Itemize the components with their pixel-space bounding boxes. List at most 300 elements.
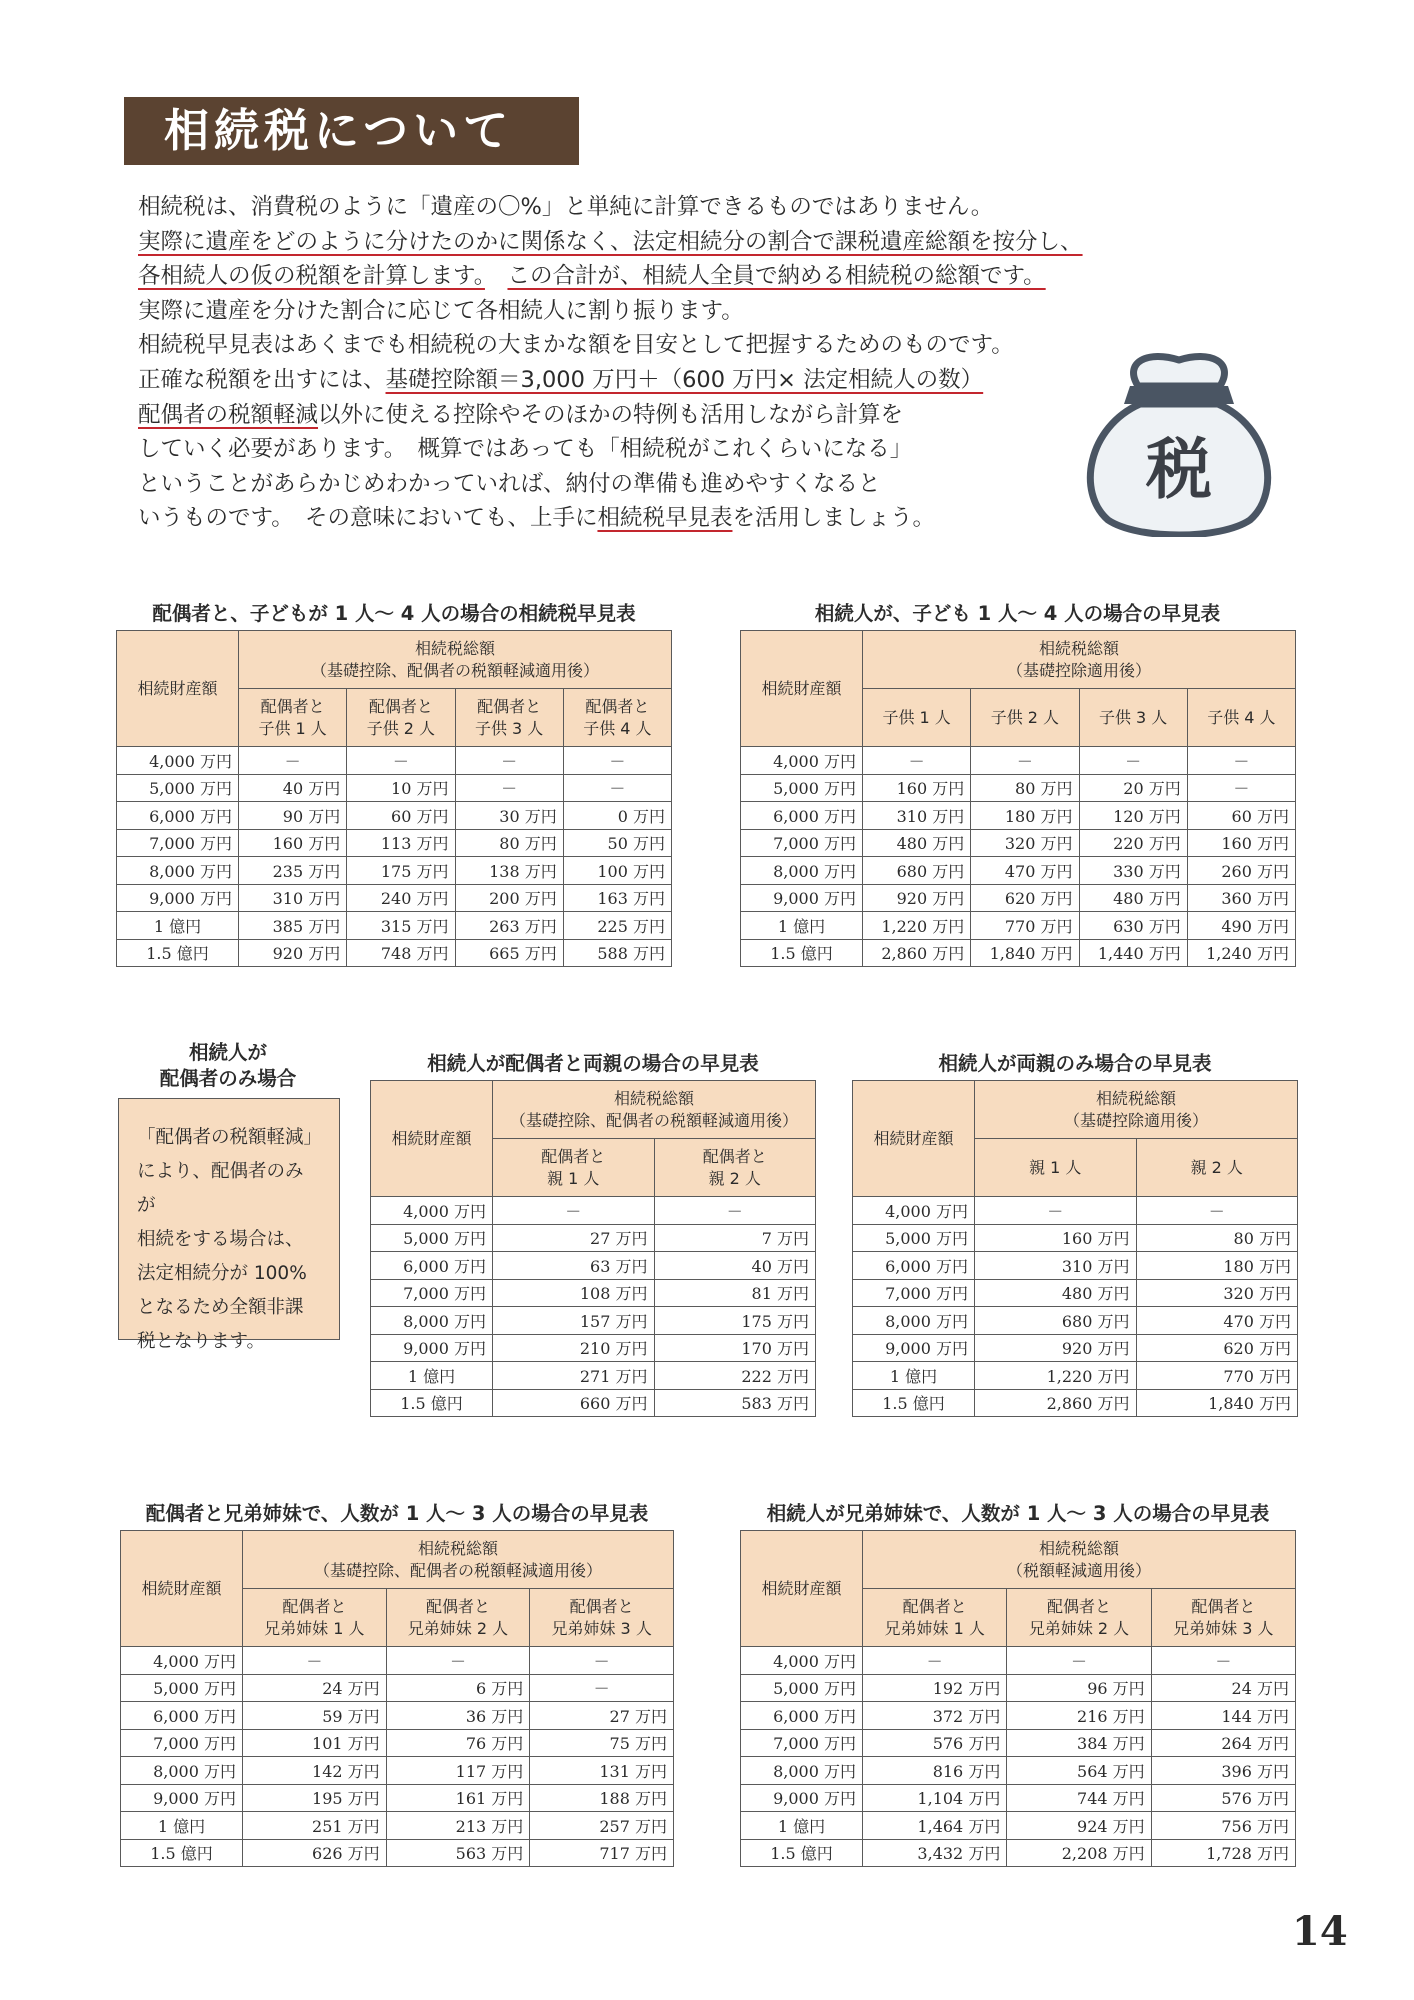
group-header-line: （基礎控除、配偶者の税額軽減適用後）	[509, 1110, 798, 1130]
table-row	[371, 1252, 816, 1280]
group-header-line: 相続税総額	[1038, 638, 1119, 658]
underlined-phrase: 各相続人の仮の税額を計算します。	[138, 263, 485, 290]
table-cell: 7 万円	[654, 1224, 816, 1252]
table-spouse-children	[116, 630, 672, 967]
column-header-line: 兄弟姉妹 2 人	[1028, 1618, 1130, 1638]
table-cell: 770 万円	[1136, 1362, 1298, 1390]
table-row	[741, 857, 1296, 885]
table-cell: 30 万円	[455, 802, 563, 830]
table-cell: 20 万円	[1079, 774, 1187, 802]
row-label: 4,000 万円	[741, 1647, 863, 1675]
table-row	[371, 1307, 816, 1335]
underlined-phrase: 基礎控除額＝3,000 万円＋（600 万円× 法定相続人の数）	[385, 366, 984, 393]
table-row	[121, 1839, 674, 1867]
table-cell: －	[243, 1647, 387, 1675]
table-cell: －	[1007, 1647, 1151, 1675]
table-cell: 1,440 万円	[1079, 939, 1187, 967]
table-cell: 108 万円	[493, 1279, 655, 1307]
row-label: 6,000 万円	[853, 1252, 975, 1280]
table-cell: 748 万円	[347, 939, 455, 967]
table-cell: 36 万円	[386, 1702, 530, 1730]
row-label: 7,000 万円	[741, 1729, 863, 1757]
row-label: 6,000 万円	[741, 1702, 863, 1730]
table-row	[741, 1784, 1296, 1812]
table-row	[741, 802, 1296, 830]
group-header-line: 相続税総額	[613, 1088, 694, 1108]
table-cell: 310 万円	[975, 1252, 1137, 1280]
table-title: 相続人が両親のみ場合の早見表	[938, 1052, 1212, 1075]
table-cell: －	[971, 747, 1079, 775]
table-cell: 576 万円	[863, 1729, 1007, 1757]
group-header-line: 相続税総額	[1038, 1538, 1119, 1558]
table-children-only	[740, 630, 1296, 967]
column-header	[975, 1139, 1137, 1197]
row-label: 5,000 万円	[117, 774, 239, 802]
table-cell: 920 万円	[863, 884, 971, 912]
column-header	[1007, 1589, 1151, 1647]
table-row	[741, 1674, 1296, 1702]
column-header-line: 配偶者と	[368, 696, 433, 716]
table-cell: 188 万円	[530, 1784, 674, 1812]
row-label: 7,000 万円	[741, 829, 863, 857]
note-line: 法定相続分が 100%	[137, 1263, 307, 1284]
table-row	[741, 1812, 1296, 1840]
table-cell: －	[1151, 1647, 1295, 1675]
column-header-line: 子供 4 人	[1207, 707, 1276, 727]
intro-line	[138, 294, 1248, 329]
column-header-line: 配偶者と	[1046, 1596, 1111, 1616]
column-header-line: 配偶者と	[260, 696, 325, 716]
group-header	[975, 1081, 1298, 1139]
row-label: 5,000 万円	[371, 1224, 493, 1252]
row-label: 9,000 万円	[853, 1334, 975, 1362]
row-label: 1.5 億円	[741, 1839, 863, 1867]
table-row	[853, 1389, 1298, 1417]
table-cell: 260 万円	[1187, 857, 1295, 885]
table-cell: 170 万円	[654, 1334, 816, 1362]
table-cell: 24 万円	[1151, 1674, 1295, 1702]
row-label: 9,000 万円	[117, 884, 239, 912]
table-row	[121, 1757, 674, 1785]
group-header-line: 相続税総額	[417, 1538, 498, 1558]
table-cell: 630 万円	[1079, 912, 1187, 940]
table-row	[117, 884, 672, 912]
column-header-line: 子供 2 人	[366, 718, 436, 738]
column-header-line: 子供 3 人	[474, 718, 544, 738]
intro-phrase	[485, 263, 508, 289]
intro-line	[138, 190, 1248, 225]
table-row	[117, 939, 672, 967]
intro-phrase: ということがあらかじめわかっていれば、納付の準備も進めやすくなると	[138, 470, 881, 497]
table-cell: 175 万円	[347, 857, 455, 885]
row-label: 9,000 万円	[741, 884, 863, 912]
group-header	[863, 631, 1296, 689]
table-cell: 1,728 万円	[1151, 1839, 1295, 1867]
table-cell: 1,840 万円	[971, 939, 1079, 967]
table-cell: 222 万円	[654, 1362, 816, 1390]
table-cell: 588 万円	[563, 939, 671, 967]
group-header-line: （税額軽減適用後）	[1006, 1560, 1151, 1580]
column-header	[1136, 1139, 1298, 1197]
note-line: 「配偶者の税額軽減」	[137, 1127, 323, 1148]
column-header	[1187, 689, 1295, 747]
table-row	[853, 1334, 1298, 1362]
row-header-label: 相続財産額	[853, 1081, 975, 1197]
intro-phrase: を活用しましょう。	[732, 505, 935, 532]
column-header	[863, 689, 971, 747]
table-cell: 816 万円	[863, 1757, 1007, 1785]
table-cell: 563 万円	[386, 1839, 530, 1867]
table-cell: 144 万円	[1151, 1702, 1295, 1730]
column-header-line: 子供 1 人	[258, 718, 327, 738]
table-cell: 210 万円	[493, 1334, 655, 1362]
table-cell: 76 万円	[386, 1729, 530, 1757]
table-row	[371, 1334, 816, 1362]
table-cell: 372 万円	[863, 1702, 1007, 1730]
group-header	[863, 1531, 1296, 1589]
table-title: 相続人が、子ども 1 人～ 4 人の場合の早見表	[814, 602, 1221, 625]
table-row	[741, 1757, 1296, 1785]
underlined-phrase: 配偶者の税額軽減	[138, 401, 319, 428]
table-cell: 10 万円	[347, 774, 455, 802]
bag-label: 税	[1146, 431, 1212, 508]
table-cell: －	[975, 1197, 1137, 1225]
row-label: 8,000 万円	[853, 1307, 975, 1335]
table-cell: 310 万円	[239, 884, 347, 912]
table-cell: －	[455, 747, 563, 775]
group-header-line: 相続税総額	[1095, 1088, 1176, 1108]
table-spouse-parents	[370, 1080, 816, 1417]
table-row	[371, 1362, 816, 1390]
row-label: 9,000 万円	[371, 1334, 493, 1362]
table-row	[853, 1307, 1298, 1335]
table-cell: 157 万円	[493, 1307, 655, 1335]
note-title: 相続人が 配偶者のみ場合	[159, 1041, 297, 1090]
table-title: 配偶者と兄弟姉妹で、人数が 1 人～ 3 人の場合の早見表	[145, 1502, 649, 1525]
table-cell: 75 万円	[530, 1729, 674, 1757]
row-label: 5,000 万円	[741, 1674, 863, 1702]
table-row	[741, 939, 1296, 967]
row-label: 6,000 万円	[741, 802, 863, 830]
table-cell: 195 万円	[243, 1784, 387, 1812]
table-cell: 665 万円	[455, 939, 563, 967]
table-cell: 620 万円	[1136, 1334, 1298, 1362]
table-cell: 80 万円	[1136, 1224, 1298, 1252]
table-cell: 583 万円	[654, 1389, 816, 1417]
table-cell: －	[863, 1647, 1007, 1675]
row-header-label: 相続財産額	[741, 631, 863, 747]
table-cell: 2,860 万円	[863, 939, 971, 967]
intro-phrase: していく必要があります。 概算ではあっても「相続税がこれくらいになる」	[138, 436, 913, 463]
table-cell: 90 万円	[239, 802, 347, 830]
column-header	[493, 1139, 655, 1197]
table-cell: 225 万円	[563, 912, 671, 940]
table-row	[121, 1702, 674, 1730]
table-cell: －	[563, 747, 671, 775]
row-label: 1.5 億円	[121, 1839, 243, 1867]
column-header-line: 配偶者と	[282, 1596, 347, 1616]
column-header	[347, 689, 455, 747]
column-header-line: 親 2 人	[708, 1168, 761, 1188]
table-cell: 117 万円	[386, 1757, 530, 1785]
table-row	[117, 912, 672, 940]
row-header-label: 相続財産額	[741, 1531, 863, 1647]
table-cell: －	[563, 774, 671, 802]
row-label: 1.5 億円	[371, 1389, 493, 1417]
row-label: 1 億円	[741, 1812, 863, 1840]
column-header	[563, 689, 671, 747]
table-cell: －	[1187, 774, 1295, 802]
table-row	[121, 1729, 674, 1757]
column-header	[239, 689, 347, 747]
table-cell: －	[530, 1647, 674, 1675]
note-box	[118, 1098, 340, 1352]
table-cell: 480 万円	[975, 1279, 1137, 1307]
intro-phrase: 相続税早見表はあくまでも相続税の大まかな額を目安として把握するためのものです。	[138, 332, 1014, 359]
column-header	[1151, 1589, 1295, 1647]
table-cell: 0 万円	[563, 802, 671, 830]
group-header	[493, 1081, 816, 1139]
table-cell: 160 万円	[239, 829, 347, 857]
intro-phrase: 以外に使える控除やそのほかの特例も活用しながら計算を	[318, 401, 904, 428]
table-row	[117, 829, 672, 857]
table-row	[853, 1362, 1298, 1390]
table-row	[117, 857, 672, 885]
table-cell: 50 万円	[563, 829, 671, 857]
group-header-line: （基礎控除適用後）	[1063, 1110, 1208, 1130]
table-row	[853, 1279, 1298, 1307]
note-line: 税となります。	[137, 1331, 266, 1352]
table-cell: 59 万円	[243, 1702, 387, 1730]
table-cell: 192 万円	[863, 1674, 1007, 1702]
group-header-line: 相続税総額	[414, 638, 495, 658]
intro-line	[138, 225, 1248, 260]
table-cell: －	[1079, 747, 1187, 775]
column-header-line: 子供 2 人	[990, 707, 1060, 727]
intro-phrase: いうものです。 その意味においても、上手に	[138, 505, 598, 532]
table-cell: 100 万円	[563, 857, 671, 885]
table-cell: 40 万円	[654, 1252, 816, 1280]
row-label: 8,000 万円	[741, 1757, 863, 1785]
row-label: 6,000 万円	[371, 1252, 493, 1280]
table-title: 配偶者と、子どもが 1 人～ 4 人の場合の相続税早見表	[152, 602, 636, 625]
table-cell: －	[455, 774, 563, 802]
column-header-line: 親 1 人	[1029, 1157, 1082, 1177]
table-cell: －	[1136, 1197, 1298, 1225]
table-row	[741, 829, 1296, 857]
intro-phrase: 正確な税額を出すには、	[138, 366, 386, 393]
table-cell: －	[654, 1197, 816, 1225]
group-header	[239, 631, 672, 689]
underlined-phrase: 相続税早見表	[597, 505, 733, 532]
table-cell: 320 万円	[1136, 1279, 1298, 1307]
page-title: 相続税について	[124, 97, 579, 165]
column-header-line: 兄弟姉妹 3 人	[551, 1618, 652, 1638]
table-cell: 81 万円	[654, 1279, 816, 1307]
table-cell: 480 万円	[863, 829, 971, 857]
row-label: 7,000 万円	[117, 829, 239, 857]
column-header-line: 配偶者と	[702, 1146, 767, 1166]
table-cell: 60 万円	[347, 802, 455, 830]
table-cell: 626 万円	[243, 1839, 387, 1867]
table-cell: 96 万円	[1007, 1674, 1151, 1702]
intro-line	[138, 259, 1248, 294]
row-label: 9,000 万円	[741, 1784, 863, 1812]
column-header	[971, 689, 1079, 747]
table-cell: 213 万円	[386, 1812, 530, 1840]
table-cell: 142 万円	[243, 1757, 387, 1785]
row-label: 8,000 万円	[117, 857, 239, 885]
group-header	[243, 1531, 674, 1589]
column-header	[654, 1139, 816, 1197]
column-header-line: 兄弟姉妹 1 人	[884, 1618, 985, 1638]
table-row	[741, 774, 1296, 802]
table-cell: 235 万円	[239, 857, 347, 885]
row-label: 4,000 万円	[853, 1197, 975, 1225]
table-cell: 717 万円	[530, 1839, 674, 1867]
table-row	[371, 1389, 816, 1417]
column-header-line: 兄弟姉妹 3 人	[1173, 1618, 1274, 1638]
table-cell: 271 万円	[493, 1362, 655, 1390]
table-cell: 24 万円	[243, 1674, 387, 1702]
table-cell: 360 万円	[1187, 884, 1295, 912]
group-header-line: （基礎控除適用後）	[1006, 660, 1151, 680]
underlined-phrase: この合計が、相続人全員で納める相続税の総額です。	[507, 263, 1046, 290]
row-label: 1.5 億円	[741, 939, 863, 967]
table-row	[371, 1197, 816, 1225]
row-label: 6,000 万円	[117, 802, 239, 830]
table-cell: 27 万円	[493, 1224, 655, 1252]
row-label: 8,000 万円	[741, 857, 863, 885]
column-header-line: 配偶者と	[425, 1596, 490, 1616]
row-label: 4,000 万円	[741, 747, 863, 775]
table-cell: 60 万円	[1187, 802, 1295, 830]
column-header-line: 子供 4 人	[583, 718, 652, 738]
table-cell: 160 万円	[863, 774, 971, 802]
table-cell: 490 万円	[1187, 912, 1295, 940]
table-cell: 1,840 万円	[1136, 1389, 1298, 1417]
row-header-label: 相続財産額	[371, 1081, 493, 1197]
table-cell: －	[347, 747, 455, 775]
table-spouse-siblings	[120, 1530, 674, 1867]
row-label: 7,000 万円	[853, 1279, 975, 1307]
row-label: 8,000 万円	[371, 1307, 493, 1335]
row-label: 4,000 万円	[371, 1197, 493, 1225]
table-row	[121, 1647, 674, 1675]
table-cell: 920 万円	[975, 1334, 1137, 1362]
table-row	[121, 1812, 674, 1840]
table-row	[853, 1224, 1298, 1252]
table-row	[741, 1647, 1296, 1675]
column-header-line: 配偶者と	[902, 1596, 967, 1616]
table-cell: 920 万円	[239, 939, 347, 967]
intro-phrase: 相続税は、消費税のように「遺産の〇%」と単純に計算できるものではありません。	[138, 194, 994, 220]
table-cell: 63 万円	[493, 1252, 655, 1280]
table-cell: 576 万円	[1151, 1784, 1295, 1812]
table-cell: 770 万円	[971, 912, 1079, 940]
table-row	[371, 1279, 816, 1307]
table-cell: 680 万円	[863, 857, 971, 885]
underlined-phrase: 実際に遺産をどのように分けたのかに関係なく、法定相続分の割合で課税遺産総額を按分し、	[138, 228, 1083, 255]
table-cell: 264 万円	[1151, 1729, 1295, 1757]
column-header-line: 配偶者と	[569, 1596, 634, 1616]
table-row	[741, 1702, 1296, 1730]
table-cell: 924 万円	[1007, 1812, 1151, 1840]
note-line: となるため全額非課	[137, 1297, 304, 1318]
table-cell: 160 万円	[1187, 829, 1295, 857]
table-row	[741, 1729, 1296, 1757]
table-row	[117, 747, 672, 775]
row-label: 1.5 億円	[117, 939, 239, 967]
table-cell: 101 万円	[243, 1729, 387, 1757]
row-label: 8,000 万円	[121, 1757, 243, 1785]
table-cell: 216 万円	[1007, 1702, 1151, 1730]
table-row	[741, 884, 1296, 912]
table-cell: 161 万円	[386, 1784, 530, 1812]
row-label: 7,000 万円	[371, 1279, 493, 1307]
table-cell: 620 万円	[971, 884, 1079, 912]
table-cell: 744 万円	[1007, 1784, 1151, 1812]
table-cell: －	[239, 747, 347, 775]
group-header-line: （基礎控除、配偶者の税額軽減適用後）	[313, 1560, 602, 1580]
table-cell: 396 万円	[1151, 1757, 1295, 1785]
table-cell: 27 万円	[530, 1702, 674, 1730]
table-cell: 1,240 万円	[1187, 939, 1295, 967]
table-title: 相続人が配偶者と両親の場合の早見表	[427, 1052, 759, 1075]
column-header-line: 配偶者と	[477, 696, 542, 716]
table-row	[121, 1784, 674, 1812]
table-cell: 320 万円	[971, 829, 1079, 857]
table-cell: 315 万円	[347, 912, 455, 940]
row-label: 6,000 万円	[121, 1702, 243, 1730]
table-row	[741, 1839, 1296, 1867]
table-cell: 3,432 万円	[863, 1839, 1007, 1867]
table-cell: －	[530, 1674, 674, 1702]
table-cell: 113 万円	[347, 829, 455, 857]
column-header-line: 兄弟姉妹 1 人	[264, 1618, 365, 1638]
page-number: 14	[1292, 1908, 1348, 1955]
table-cell: 257 万円	[530, 1812, 674, 1840]
row-label: 1 億円	[117, 912, 239, 940]
table-cell: －	[386, 1647, 530, 1675]
table-cell: 2,208 万円	[1007, 1839, 1151, 1867]
table-cell: 470 万円	[1136, 1307, 1298, 1335]
table-cell: －	[1187, 747, 1295, 775]
table-cell: 80 万円	[455, 829, 563, 857]
row-label: 5,000 万円	[741, 774, 863, 802]
table-cell: 470 万円	[971, 857, 1079, 885]
table-cell: 40 万円	[239, 774, 347, 802]
group-header-line: （基礎控除、配偶者の税額軽減適用後）	[310, 660, 599, 680]
table-cell: －	[493, 1197, 655, 1225]
row-label: 1.5 億円	[853, 1389, 975, 1417]
row-label: 1 億円	[371, 1362, 493, 1390]
column-header-line: 親 1 人	[547, 1168, 600, 1188]
table-row	[117, 802, 672, 830]
column-header	[1079, 689, 1187, 747]
table-cell: 384 万円	[1007, 1729, 1151, 1757]
column-header-line: 親 2 人	[1190, 1157, 1243, 1177]
table-parents-only	[852, 1080, 1298, 1417]
table-cell: 480 万円	[1079, 884, 1187, 912]
table-cell: －	[863, 747, 971, 775]
table-cell: 2,860 万円	[975, 1389, 1137, 1417]
row-label: 1 億円	[121, 1812, 243, 1840]
table-cell: 310 万円	[863, 802, 971, 830]
row-label: 4,000 万円	[117, 747, 239, 775]
table-cell: 160 万円	[975, 1224, 1137, 1252]
table-cell: 138 万円	[455, 857, 563, 885]
